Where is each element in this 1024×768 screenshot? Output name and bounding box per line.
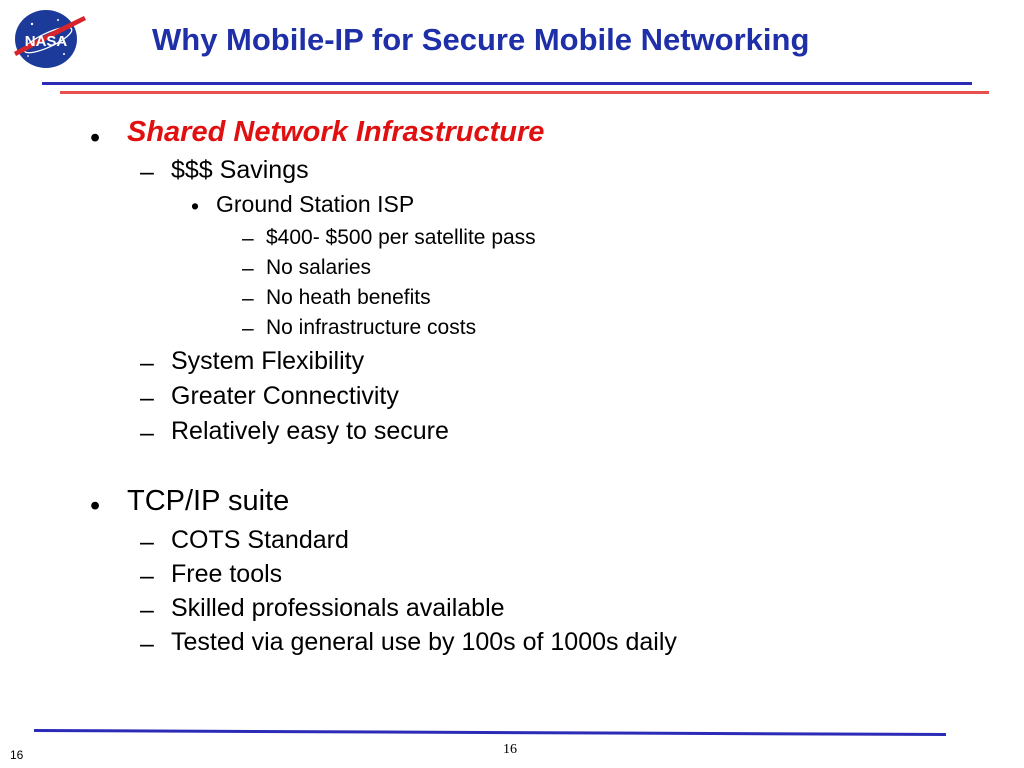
cost-item: No heath benefits [266,286,431,309]
dash-icon: – [242,317,254,340]
svg-text:NASA: NASA [24,33,68,50]
page-number-left: 16 [10,748,24,762]
item-connectivity: Greater Connectivity [171,382,399,410]
section-heading-tcpip: TCP/IP suite [127,485,290,517]
section-heading-shared-network: Shared Network Infrastructure [127,116,545,148]
dash-icon: – [242,287,254,310]
title-rule-blue [42,82,972,85]
dash-icon: – [140,349,154,377]
cost-item: No salaries [266,256,372,279]
nasa-logo [6,6,90,70]
item-secure: Relatively easy to secure [171,417,449,445]
tcpip-item: Skilled professionals available [171,594,505,622]
slide-title: Why Mobile-IP for Secure Mobile Networking [152,22,810,57]
dash-icon: – [140,596,154,624]
tcpip-item: Tested via general use by 100s of 1000s daily [171,628,677,656]
dash-icon: – [140,562,154,590]
title-rule-red [60,91,989,94]
cost-item: $400- $500 per satellite pass [266,226,536,249]
item-ground-station: Ground Station ISP [216,191,415,217]
tcpip-item: COTS Standard [171,526,349,554]
dash-icon: – [242,227,254,250]
cost-item: No infrastructure costs [266,316,477,339]
dash-icon: – [242,257,254,280]
footer-rule [34,727,946,736]
dash-icon: – [140,630,154,658]
tcpip-item: Free tools [171,560,283,588]
bullet-icon: • [191,193,200,219]
dash-icon: – [140,384,154,412]
dash-icon: – [140,528,154,556]
item-flexibility: System Flexibility [171,347,365,375]
bullet-icon: • [90,122,101,154]
bullet-icon: • [90,490,101,522]
dash-icon: – [140,158,154,186]
dash-icon: – [140,419,154,447]
item-savings: $$$ Savings [171,156,309,184]
page-number-center: 16 [503,742,517,757]
